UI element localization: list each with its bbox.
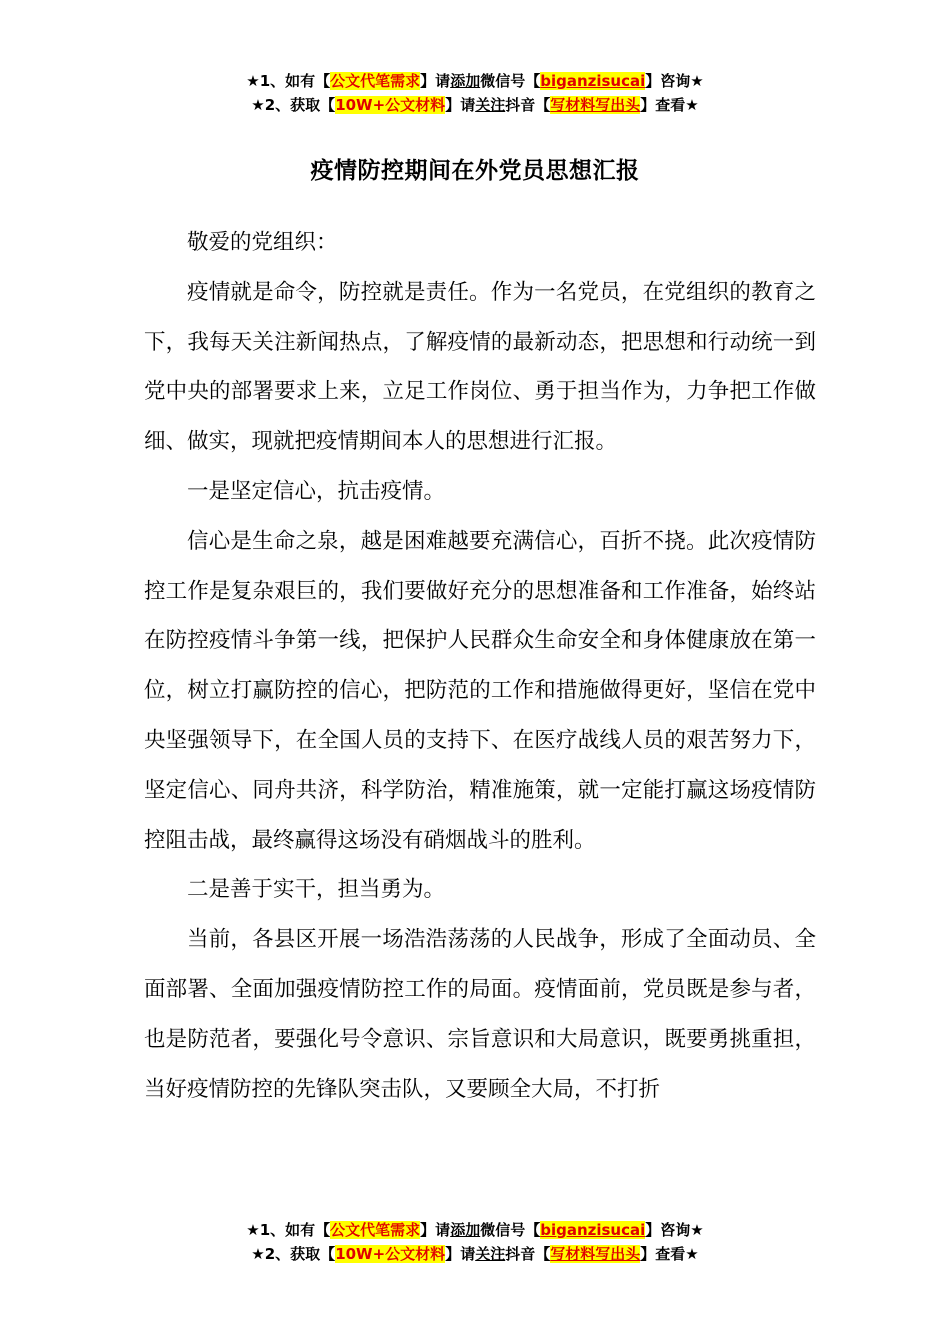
banner-line-1: ★1、如有【公文代笔需求】请添加微信号【biganzisucai】咨询★ — [246, 1221, 704, 1239]
wechat-id[interactable]: biganzisucai — [540, 72, 646, 90]
greeting: 敬爱的党组织： — [187, 230, 338, 255]
header-banner — [0, 69, 950, 117]
section-heading: 二是善于实干，担当勇为。 — [187, 877, 446, 903]
section-heading: 一是坚定信心，抗击疫情。 — [187, 478, 446, 504]
banner-line-1: ★1、如有【公文代笔需求】请添加微信号【biganzisucai】咨询★ — [246, 72, 704, 90]
document-body — [144, 218, 816, 1114]
douyin-account[interactable]: 写材料写出头 — [550, 1245, 641, 1263]
document-title: 疫情防控期间在外党员思想汇报 — [310, 158, 640, 184]
highlight-service: 公文代笔需求 — [330, 1221, 421, 1239]
paragraph: 信心是生命之泉，越是困难越要充满信心，百折不挠。此次疫情防控工作是复杂艰巨的，我们要做好充分的思想准备和工作准备，始终站在防控疫情斗争第一线，把保护人民群众生命安全和身体健康放在第一位，树立打赢防控的信心，把防范的工作和措施做得更好，坚信在党中央坚强领导下，在全国人员的支持下、在医疗战线人员的艰苦努力下，坚定信心、同舟共济，科学防治，精准施策，就一定能打赢这场疫情防控阻击战，最终赢得这场没有硝烟战斗的胜利。 — [144, 528, 816, 853]
paragraph: 疫情就是命令，防控就是责任。作为一名党员，在党组织的教育之下，我每天关注新闻热点，了解疫情的最新动态，把思想和行动统一到党中央的部署要求上来，立足工作岗位、勇于担当作为，力争把工作做细、做实，现就把疫情期间本人的思想进行汇报。 — [144, 279, 816, 455]
douyin-account[interactable]: 写材料写出头 — [550, 96, 641, 114]
highlight-materials: 10W+公文材料 — [335, 1245, 446, 1263]
paragraph: 当前，各县区开展一场浩浩荡荡的人民战争，形成了全面动员、全面部署、全面加强疫情防控工作的局面。疫情面前，党员既是参与者，也是防范者，要强化号令意识、宗旨意识和大局意识，既要勇挑重担，当好疫情防控的先锋队突击队，又要顾全大局，不打折 — [144, 927, 816, 1102]
footer-banner — [0, 1218, 950, 1266]
banner-line-2: ★2、获取【10W+公文材料】请关注抖音【写材料写出头】查看★ — [251, 1245, 699, 1263]
wechat-id[interactable]: biganzisucai — [540, 1221, 646, 1239]
highlight-materials: 10W+公文材料 — [335, 96, 446, 114]
highlight-service: 公文代笔需求 — [330, 72, 421, 90]
banner-line-2: ★2、获取【10W+公文材料】请关注抖音【写材料写出头】查看★ — [251, 96, 699, 114]
